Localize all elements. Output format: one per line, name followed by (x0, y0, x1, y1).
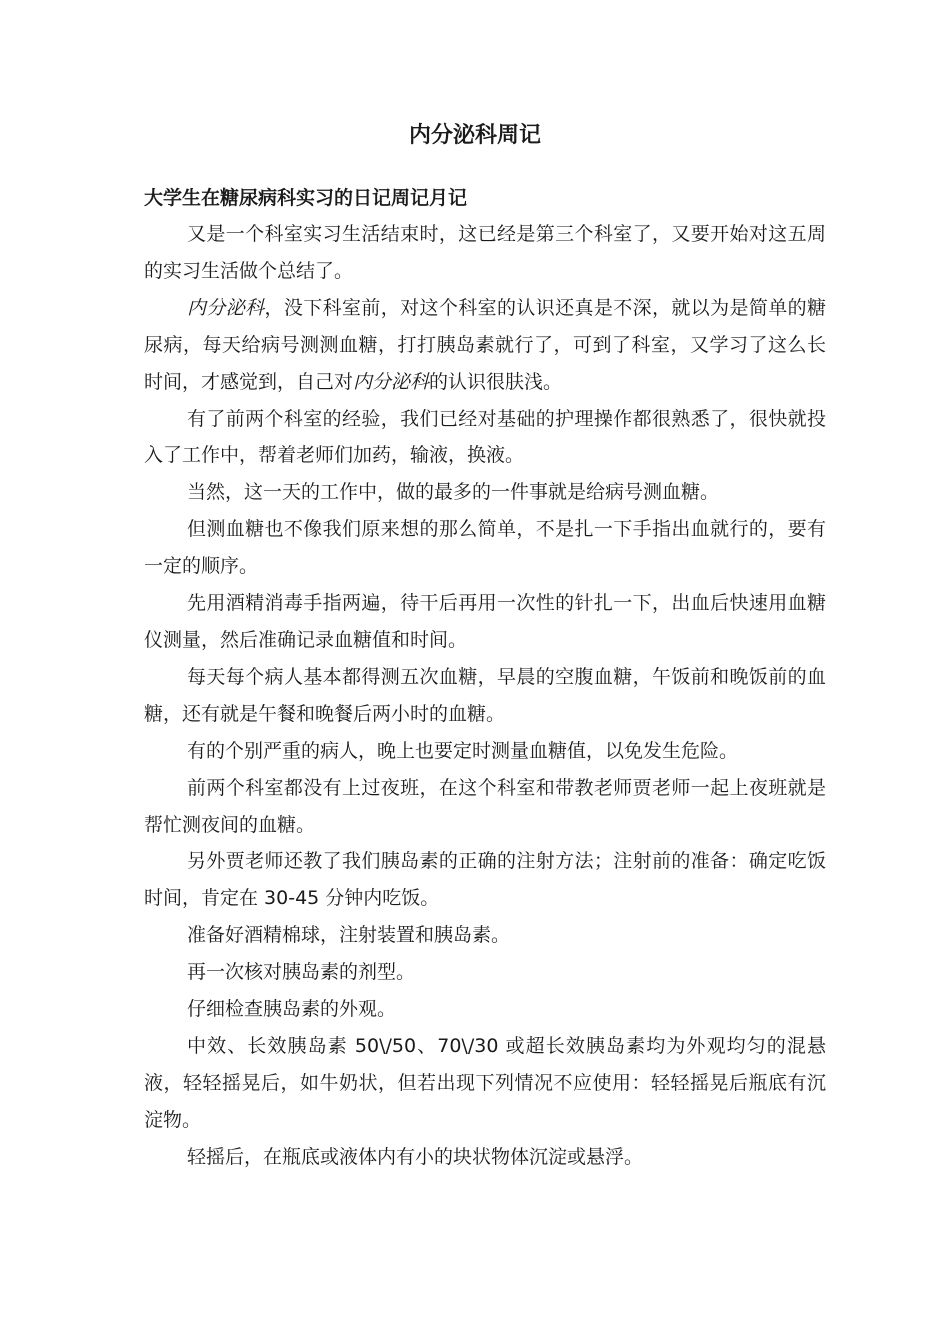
page-title: 内分泌科周记 (408, 123, 541, 148)
paragraph (144, 770, 826, 844)
paragraph (144, 917, 826, 954)
paragraph-list (144, 216, 826, 1176)
paragraph (144, 1139, 826, 1176)
paragraph (144, 733, 826, 770)
paragraph (144, 1028, 826, 1139)
paragraph (144, 290, 826, 401)
paragraph (144, 585, 826, 659)
document-body (144, 180, 826, 1176)
paragraph (144, 659, 826, 733)
paragraph-text: ，没下科室前，对这个科室的认识还真是不深，就以为是简单的糖尿病，每天给病号测测血糖，打打胰岛素就行了，可到了科室，又学习了这么长时间，才感觉到，自己对 (144, 296, 826, 393)
paragraph-text: 又是一个科室实习生活结束时，这已经是第三个科室了，又要开始对这五周的实习生活做个总结了。 (144, 223, 826, 282)
italic-term: 内分泌科 (353, 370, 430, 393)
paragraph-text: 仔细检查胰岛素的外观。 (187, 998, 397, 1021)
paragraph-text: 另外贾老师还教了我们胰岛素的正确的注射方法；注射前的准备：确定吃饭时间，肯定在 30-45 分钟内吃饭。 (144, 850, 826, 910)
paragraph-text: 当然，这一天的工作中，做的最多的一件事就是给病号测血糖。 (187, 481, 720, 504)
italic-term: 内分泌科 (187, 296, 265, 319)
paragraph-text: 有的个别严重的病人，晚上也要定时测量血糖值，以免发生危险。 (187, 739, 739, 762)
paragraph (144, 474, 826, 511)
paragraph-text: 前两个科室都没有上过夜班，在这个科室和带教老师贾老师一起上夜班就是帮忙测夜间的血糖。 (144, 776, 826, 836)
paragraph (144, 511, 826, 585)
paragraph-text: 有了前两个科室的经验，我们已经对基础的护理操作都很熟悉了，很快就投入了工作中，帮着老师们加药，输液，换液。 (144, 407, 826, 467)
paragraph-text: 的认识很肤浅。 (429, 370, 563, 393)
paragraph-text: 先用酒精消毒手指两遍，待干后再用一次性的针扎一下，出血后快速用血糖仪测量，然后准确记录血糖值和时间。 (144, 592, 826, 651)
paragraph-text: 轻摇后，在瓶底或液体内有小的块状物体沉淀或悬浮。 (187, 1145, 644, 1168)
paragraph (144, 401, 826, 475)
paragraph-text: 每天每个病人基本都得测五次血糖，早晨的空腹血糖，午饭前和晚饭前的血糖，还有就是午餐和晚餐后两小时的血糖。 (144, 665, 826, 725)
paragraph (144, 991, 826, 1028)
paragraph-text: 但测血糖也不像我们原来想的那么简单，不是扎一下手指出血就行的，要有一定的顺序。 (144, 518, 826, 578)
paragraph-text: 准备好酒精棉球，注射装置和胰岛素。 (187, 924, 511, 947)
paragraph (144, 216, 826, 290)
paragraph (144, 843, 826, 917)
paragraph-text: 再一次核对胰岛素的剂型。 (187, 961, 416, 984)
paragraph-text: 中效、长效胰岛素 50\/50、70\/30 或超长效胰岛素均为外观均匀的混悬液，轻轻摇晃后，如牛奶状，但若出现下列情况不应使用：轻轻摇晃后瓶底有沉淀物。 (144, 1034, 826, 1131)
paragraph (144, 954, 826, 991)
section-heading: 大学生在糖尿病科实习的日记周记月记 (144, 187, 468, 209)
